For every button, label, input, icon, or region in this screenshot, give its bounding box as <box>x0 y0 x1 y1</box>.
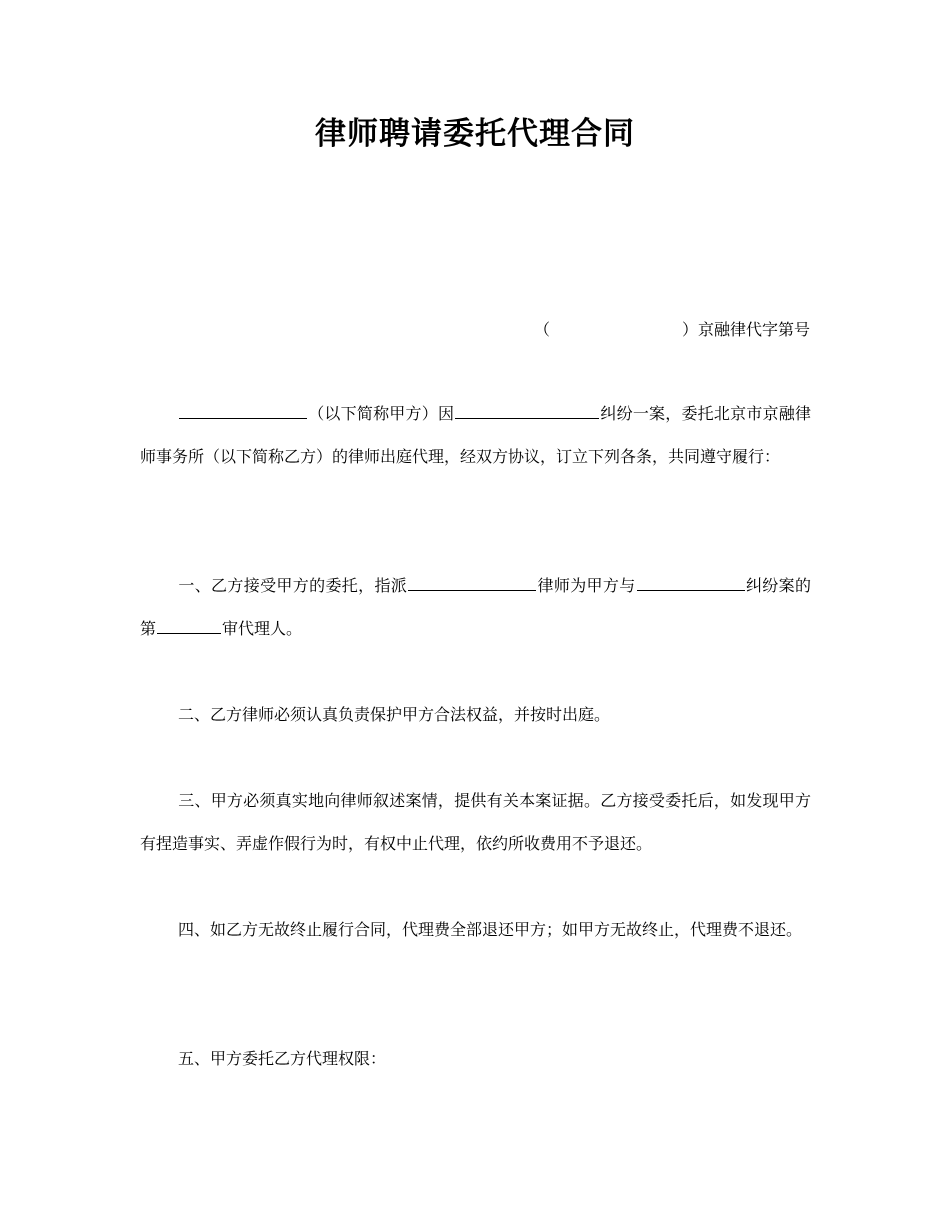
clause-4 <box>140 908 811 951</box>
document-number-open-paren: （ <box>533 320 550 339</box>
document-number <box>534 316 810 344</box>
clause-3 <box>140 779 811 865</box>
clause-3-text: 三、甲方必须真实地向律师叙述案情，提供有关本案证据。乙方接受委托后，如发现甲方有捏造事实、弄虚作假行为时，有权中止代理，依约所收费用不予退还。 <box>140 791 811 853</box>
opposing-party-blank <box>637 572 745 591</box>
clause-4-text: 四、如乙方无故终止履行合同，代理费全部退还甲方；如甲方无故终止，代理费不退还。 <box>178 920 803 939</box>
clause-2 <box>140 693 811 736</box>
clause-2-text: 二、乙方律师必须认真负责保护甲方合法权益，并按时出庭。 <box>178 705 611 724</box>
document-title: 律师聘请委托代理合同 <box>315 116 635 152</box>
intro-text-2: 纠纷一案，委托北京市京融律师事务所（以下简称乙方）的律师出庭代理，经双方协议，订立下列各条，共同遵守履行： <box>140 404 811 466</box>
lawyer-name-blank <box>408 572 536 591</box>
intro-paragraph <box>140 392 811 478</box>
clause-5-text: 五、甲方委托乙方代理权限： <box>178 1049 387 1068</box>
intro-text-1: （以下简称甲方）因 <box>308 404 455 423</box>
dispute-type-blank <box>455 400 599 419</box>
clause-5 <box>140 1037 811 1080</box>
document-number-suffix: ）京融律代字第号 <box>681 320 810 339</box>
party-a-name-blank <box>179 400 307 419</box>
trial-instance-blank <box>157 615 221 634</box>
clause-1-text-1: 一、乙方接受甲方的委托，指派 <box>178 576 408 595</box>
clause-1-text-4: 审代理人。 <box>222 619 303 638</box>
clause-1 <box>140 564 811 650</box>
clause-1-text-3: 纠纷案的第 <box>140 576 811 638</box>
clause-1-text-2: 律师为甲方与 <box>537 576 636 595</box>
